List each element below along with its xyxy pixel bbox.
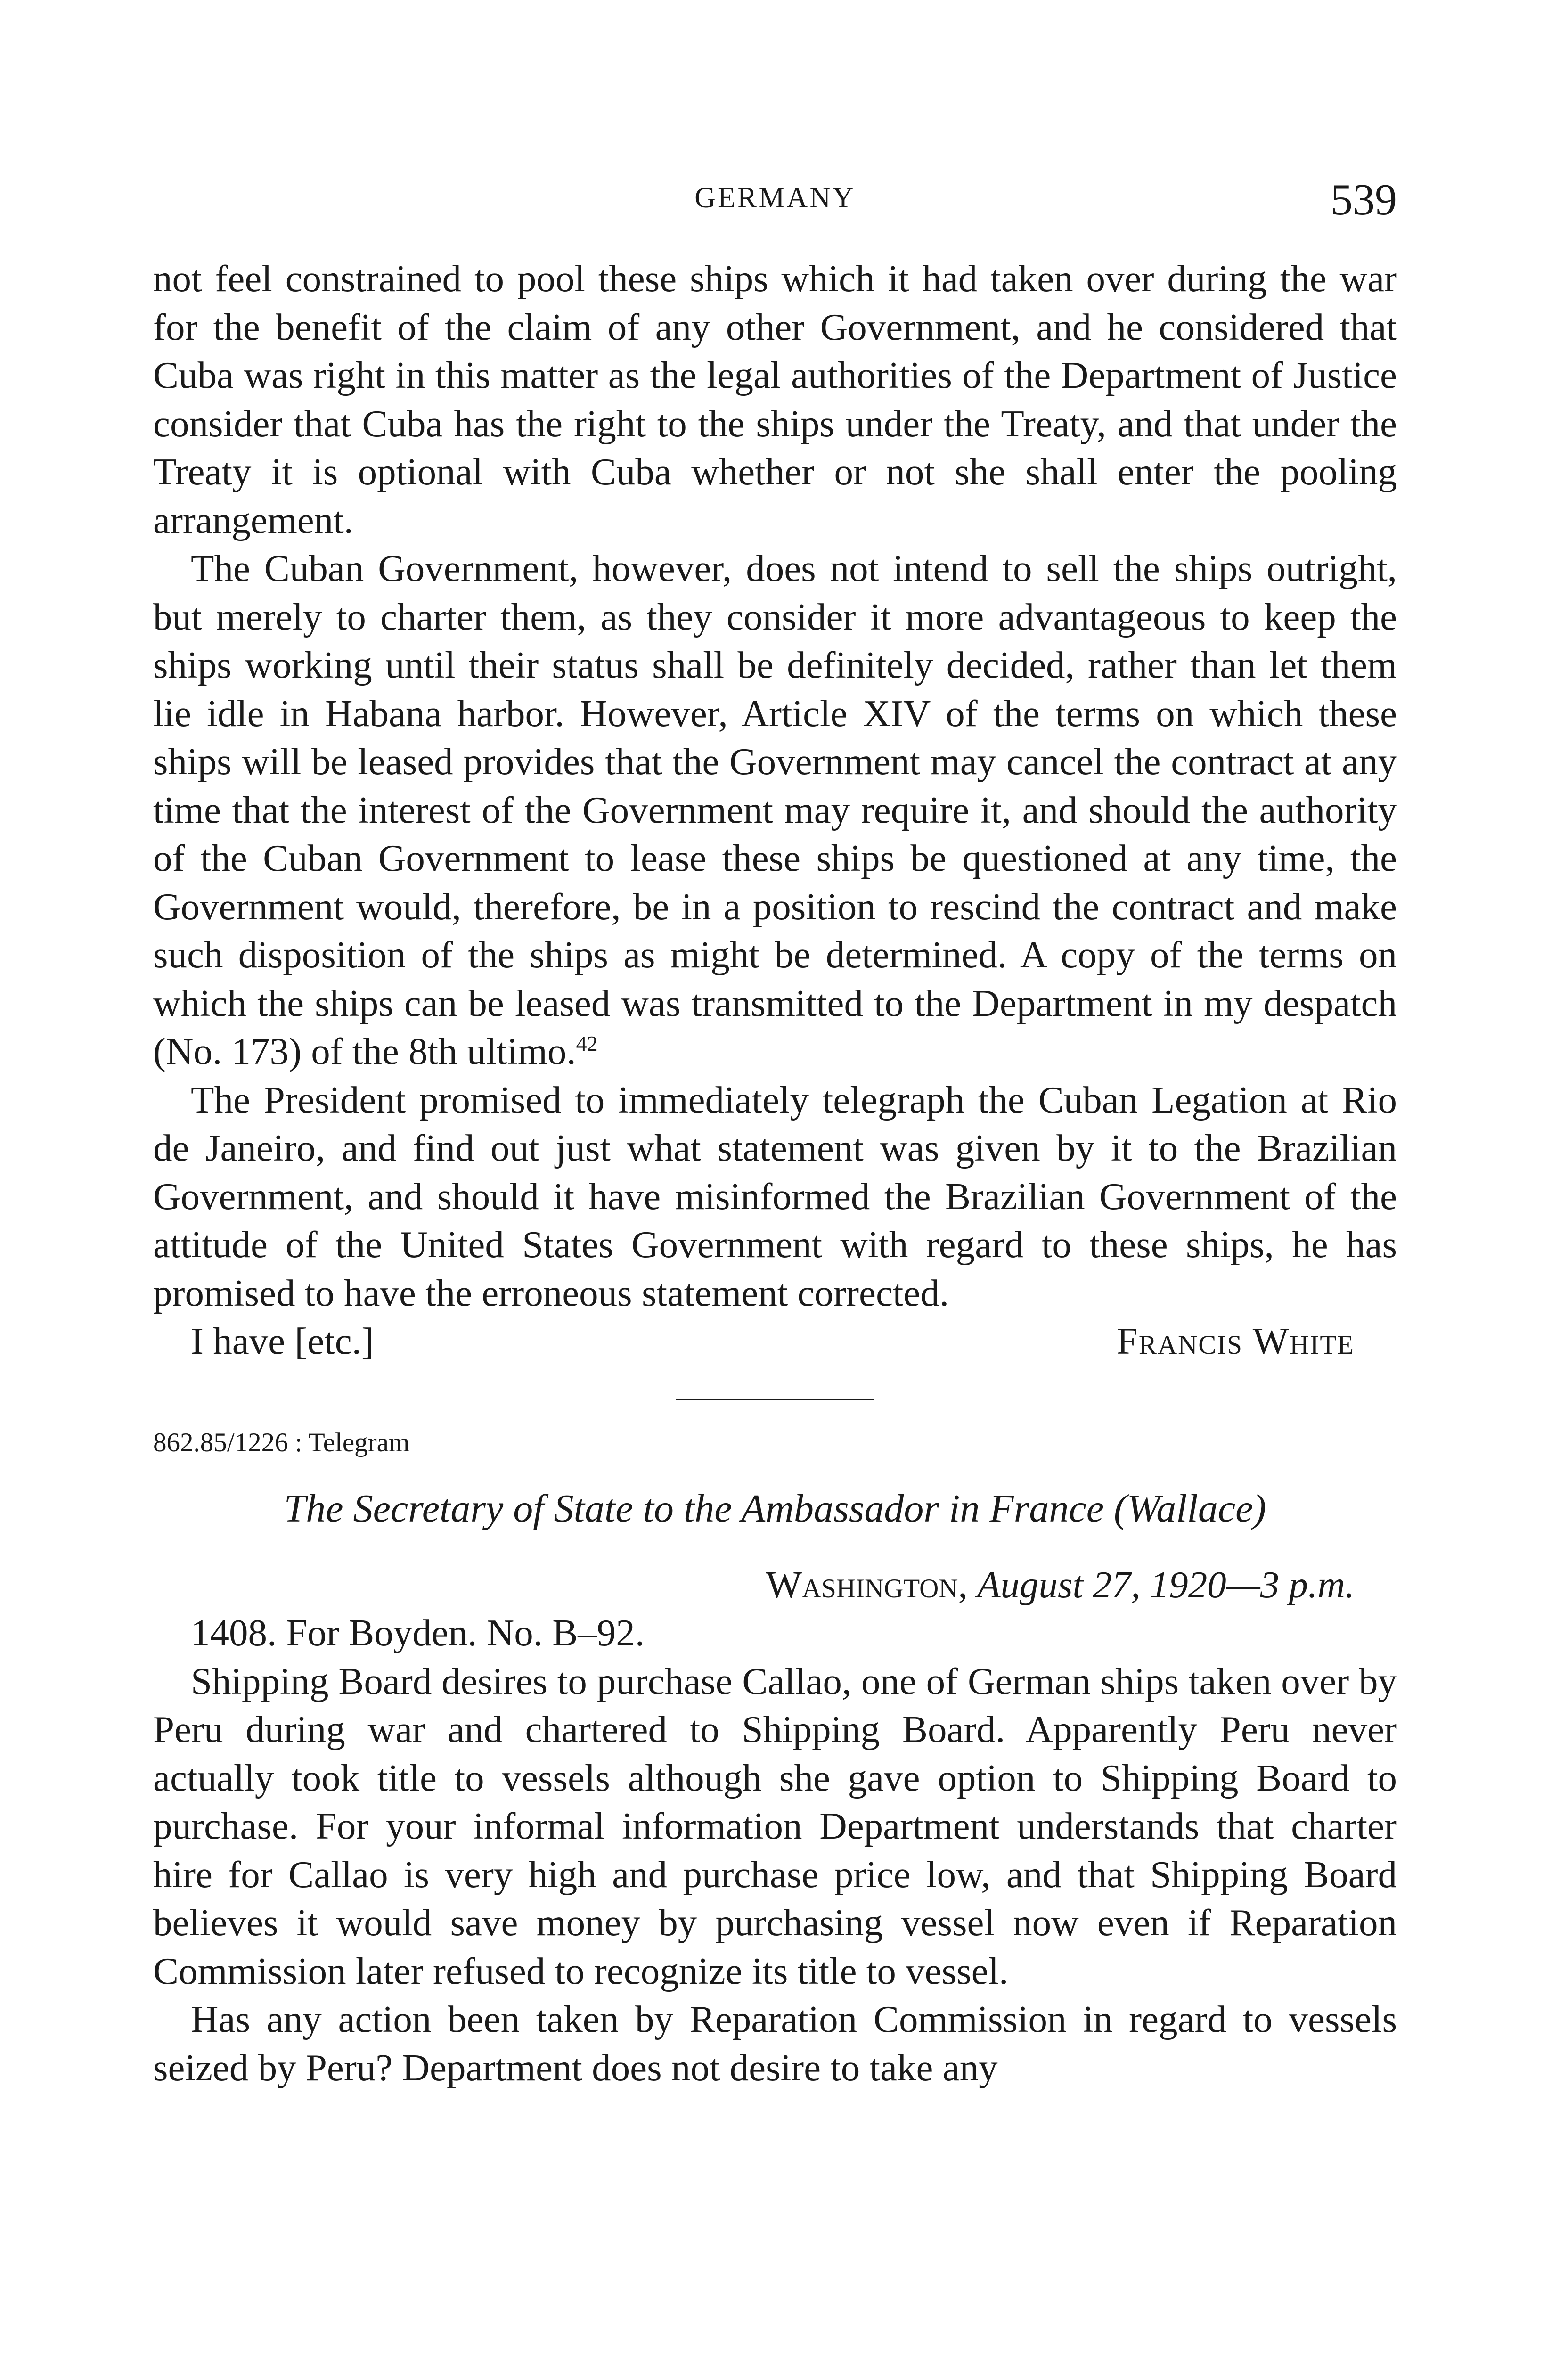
salutation: I have [etc.] (191, 1320, 374, 1362)
running-head: GERMANY (694, 182, 856, 214)
telegram-paragraph-2: Has any action been taken by Reparation Commission in regard to vessels seized by Peru? Department does not desire to take any (153, 1998, 1397, 2089)
footnote-marker: 42 (576, 1031, 598, 1055)
document-page (153, 0, 1397, 2356)
dateline-date: August 27, 1920—3 p.m. (977, 1563, 1355, 1606)
section-divider (676, 1399, 874, 1400)
body-text (153, 254, 1397, 2092)
dateline (153, 1561, 1397, 1609)
page-number: 539 (1331, 175, 1397, 224)
reference-line: 1408. For Boyden. No. B–92. (191, 1612, 645, 1654)
signature: Francis White (1116, 1320, 1355, 1362)
paragraph-2 (153, 544, 1397, 1076)
paragraph-3: The President promised to immediately telegraph the Cuban Legation at Rio de Janeiro, and find out just what statement was given by it to the Brazilian Government, and should it have misinformed the Brazilian Government of the attitude of the United States Government with regard to these ships, he has promised to have the erroneous statement corrected. (153, 1078, 1397, 1314)
closing (153, 1317, 1397, 1366)
paragraph-1: not feel constrained to pool these ships which it had taken over during the war for the benefit of the claim of any other Government, and he considered that Cuba was right in this matter as the legal authorities of the Department of Justice consider that Cuba has the right to the ships under the Treaty, and that under the Treaty it is optional with Cuba whether or not she shall enter the pooling arrangement. (153, 257, 1397, 541)
file-reference: 862.85/1226 : Telegram (153, 1427, 410, 1457)
telegram-paragraph-1: Shipping Board desires to purchase Callao, one of German ships taken over by Peru during war and chartered to Shipping Board. Apparently Peru never actually took title to vessels although she gave option to Shipping Board to purchase. For your informal information Department understands that charter hire for Callao is very high and purchase price low, and that Shipping Board believes it would save money by purchasing vessel now even if Reparation Commission later refused to recognize its title to vessel. (153, 1660, 1397, 1992)
page-header (153, 174, 1397, 231)
dateline-place: Washington, (766, 1563, 968, 1606)
paragraph-2-text: The Cuban Government, however, does not intend to sell the ships outright, but merely to charter them, as they consider it more advantageous to keep the ships working until their status shall be definitely decided, rather than let them lie idle in Habana harbor. However, Article XIV of the terms on which these ships will be leased provides that the Government may cancel the contract at any time that the interest of the Government may require it, and should the authority of the Cuban Government to lease these ships be questioned at any time, the Government would, therefore, be in a position to rescind the contract and make such disposition of the ships as might be determined. A copy of the terms on which the ships can be leased was transmitted to the Department in my despatch (No. 173) of the 8th ultimo. (153, 547, 1397, 1072)
document-title: The Secretary of State to the Ambassador in France (Wallace) (284, 1486, 1266, 1530)
